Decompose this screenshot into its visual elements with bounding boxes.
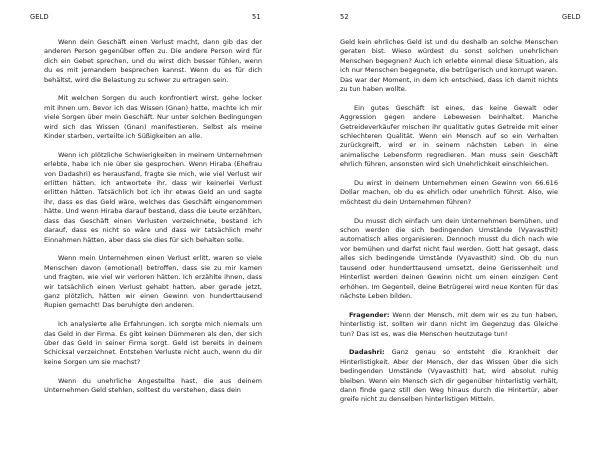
dialog-paragraph [340,348,558,404]
paragraph: Wenn dein Geschäft einen Verlust macht, dann gib das der anderen Person gegenüber offen zu. Die andere Person wird für dich ein Gebet sprechen, und du wirst dich besser fühlen, wenn du es mit jemandem besprechen kannst. Wenn du es für dich behältst, wird die Belastung zu schwer zu ertragen sein. [44,38,262,84]
speaker-label: Dadashri: [349,348,385,357]
dialog-paragraph [340,311,558,339]
page-number: 52 [340,13,349,21]
right-text-block [340,38,558,414]
paragraph: Wenn du unehrliche Angestellte hast, die aus deinem Unternehmen Geld stehlen, solltest du verstehen, dass dein [44,376,262,394]
speaker-label: Fragender: [349,310,390,319]
paragraph: Du musst dich einfach um dein Unternehmen bemühen, und schon werden die sich bedingenden Umstände (Vyavasthit) automatisch alles organisieren. Dennoch musst du dich nach wie vor bemühen und darfst nicht faul werden. Gott hat gesagt, dass alles sich bedingende Umstände (Vyavasthit) sind. Ob du nun tausend oder hunderttausend umsetzt, deine Gerissenheit und Hinterlist werden deinen Gewinn nicht um einen einzigen Cent erhöhen. Im Gegenteil, deine Betrügerei wird neue Konten für das nächste Leben bilden. [340,216,558,300]
paragraph: Mit welchen Sorgen du auch konfrontiert wirst, gehe locker mit ihnen um. Bevor ich das Wissen (Gnan) hatte, machte ich mir viele Sorgen über mein Geschäft. Nur unter solchen Bedingungen wird sich das Wissen (Gnan) manifestieren. Selbst als meine Kinder starben, verteilte ich Süßigkeiten an alle. [44,94,262,141]
right-page [300,0,600,465]
paragraph: Ich analysierte alle Erfahrungen. Ich sorgte mich niemals um das Geld in der Firma. Es gibt keinen Dümmeren als den, der sich über das Geld in seiner Firma sorgt. Geld ist bereits in deinem Schicksal verzeichnet. Entstehen Verluste nicht auch, wenn du dir keine Sorgen um sie machst? [44,320,262,366]
paragraph: Geld kein ehrliches Geld ist und du deshalb an solche Menschen geraten bist. Wieso würdest du sonst solchen unehrlichen Menschen begegnen? Auch ich erlebte einmal diese Situation, als ich nur Menschen begegnete, die betrügerisch und korrupt waren. Das war der Moment, in dem ich entschied, dass ich damit nichts zu tun haben wollte. [340,38,558,94]
running-title: GELD [562,13,581,21]
paragraph: Du wirst in deinem Unternehmen einen Gewinn von 66.616 Dollar machen, ob du es ehrlich oder unehrlich führst. Also, wie möchtest du dein Unternehmen führen? [340,179,558,206]
paragraph: Ein gutes Geschäft ist eines, das keine Gewalt oder Aggression gegen andere Lebewesen beinhaltet. Manche Getreideverkäufer mischen ihr qualitativ gutes Getreide mit einer schlechteren Qualität. Wenn ein Mensch auf so ein Verhalten zurückgreift, wird er in seinem nächsten Leben in eine animalische Lebensform regredieren. Man muss sein Geschäft ehrlich führen, ansonsten wird sich Unehrlichkeit einschleichen. [340,103,558,169]
page-number: 51 [252,13,261,21]
paragraph: Wenn ich plötzliche Schwierigkeiten in meinem Unternehmen erlebte, habe ich nie über sie gesprochen. Wenn Hiraba (Ehefrau von Dadashri) es herausfand, fragte sie mich, wie viel Verlust wir erlitten hätten. Ich antwortete ihr, dass wir keinerlei Verlust erlitten hätten. Tatsächlich bot ich ihr etwas Geld an und sagte ihr, dass es das Geld wäre, welches das Geschäft eingenommen hätte. Und wenn Hiraba darauf bestand, dass die Leute erzählten, dass das Geschäft einen Verlusten verzeichnete, bestand ich darauf, dass es nicht so wäre und dass wir tatsächlich mehr Einnahmen hätten, aber dass sie dies für sich behalten solle. [44,150,262,244]
dialog-text: Ganz genau so entsteht die Krankheit der Hinterlistigkeit. Aber der Mensch, der das Wissen über die sich bedingenden Umstände (Vyavasthit) hat, wird absolut ruhig bleiben. Wenn ein Mensch sich dir gegenüber hinterlistig verhält, dann finde ganz still den Weg hinaus durch die Hintertür, aber greife nicht zu denselben hinterlistigen Mitteln. [340,348,558,404]
running-title: GELD [30,13,49,21]
left-text-block [44,38,262,405]
paragraph: Wenn mein Unternehmen einen Verlust erlitt, waren so viele Menschen davon (emotional) betroffen, dass sie zu mir kamen und fragten, wie viel wir verloren hätten. Ich erzählte ihnen, dass wir tatsächlich einen Verlust gehabt hatten, aber gerade jetzt, ganz plötzlich, hätten wir einen Gewinn von hunderttausend Rupien gemacht! Das beruhigte den anderen. [44,254,262,310]
dialog-text: Wenn der Mensch, mit dem wir es zu tun haben, hinterlistig ist, sollten wir dann nicht im Gegenzug das Gleiche tun? Das ist es, was die Menschen heutzutage tun! [340,310,558,338]
